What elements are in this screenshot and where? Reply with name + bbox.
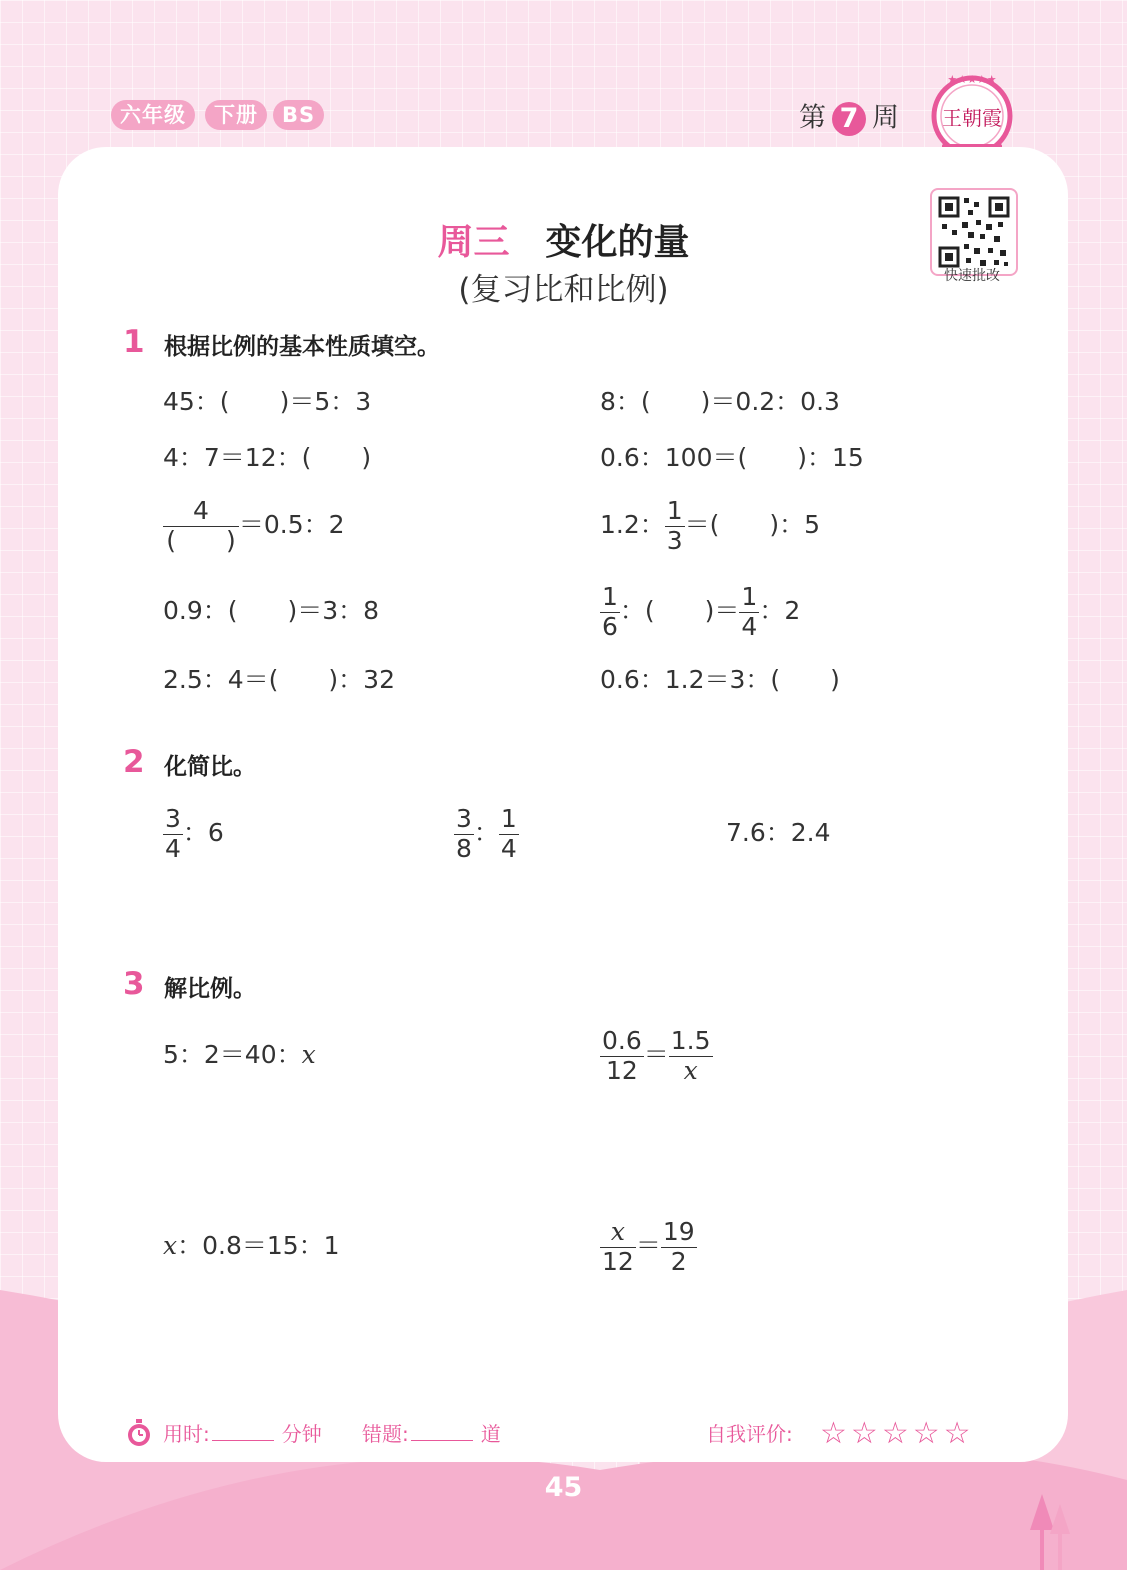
title-day: 周三 [437, 222, 510, 263]
section-3-title: 解比例。 [164, 976, 256, 1002]
fraction [665, 497, 685, 556]
s2-question: 7.6：2.4 [726, 818, 831, 847]
numerator: 1 [666, 495, 683, 525]
s2-question [163, 803, 224, 863]
time-blank[interactable] [212, 1420, 274, 1441]
numerator: 3 [165, 803, 181, 833]
week-suffix: 周 [872, 102, 899, 134]
section-1-number: 1 [123, 324, 145, 360]
week-number: 7 [832, 102, 866, 136]
fraction [739, 583, 759, 642]
stopwatch-icon [125, 1418, 153, 1448]
s1-question: 45：( )＝5：3 [163, 387, 372, 416]
volume-tag: 下册 [205, 100, 267, 130]
denominator: 4 [165, 833, 181, 863]
time-spent [163, 1420, 322, 1448]
section-1-title: 根据比例的基本性质填空。 [164, 334, 440, 360]
page-title [0, 214, 1127, 265]
denominator: 2 [670, 1246, 687, 1276]
denominator: 12 [605, 1055, 638, 1085]
equals: ＝ [635, 1231, 661, 1260]
s3-question [600, 1025, 713, 1085]
denominator: ( ) [166, 525, 236, 555]
denominator: 12 [602, 1246, 634, 1276]
section-3-number: 3 [123, 966, 145, 1002]
s2-question [454, 803, 519, 863]
fraction [600, 1027, 644, 1086]
equation-rest: ：0.8＝15：1 [177, 1231, 340, 1260]
star-icon[interactable]: ☆ [912, 1416, 940, 1451]
star-icon[interactable]: ☆ [881, 1416, 909, 1451]
variable: x [163, 1231, 178, 1260]
star-icon[interactable]: ☆ [943, 1416, 971, 1451]
numerator: 19 [662, 1216, 695, 1246]
equals: ＝ [643, 1040, 669, 1069]
errors-blank[interactable] [411, 1420, 473, 1441]
numerator: 1 [500, 803, 517, 833]
fraction [454, 805, 474, 864]
equation-rest: ＝( )：5 [684, 510, 821, 539]
fraction [600, 1218, 636, 1277]
equation-rest: ：6 [182, 818, 224, 847]
section-2-number: 2 [123, 744, 145, 780]
denominator: 3 [666, 525, 683, 555]
denominator: 8 [456, 833, 472, 863]
time-label: 用时: [163, 1422, 210, 1446]
numerator: 1 [602, 581, 618, 611]
star-icon[interactable]: ☆ [820, 1416, 847, 1451]
equation-rest: ＝0.5：2 [238, 510, 345, 539]
numerator: 0.6 [602, 1025, 642, 1055]
logo-text: 王朝霞 [942, 106, 1002, 130]
qr-label: 快速批改 [944, 268, 1000, 284]
svg-text:★★★★★: ★★★★★ [947, 73, 997, 86]
equation-part: ：( )＝ [619, 596, 740, 625]
error-count [362, 1420, 501, 1448]
fraction [499, 805, 519, 864]
s1-question: 4：7＝12：( ) [163, 443, 372, 472]
equation-rest: ：2 [759, 596, 801, 625]
s1-question: 2.5：4＝( )：32 [163, 665, 395, 694]
fraction [600, 583, 620, 642]
s1-question [600, 495, 820, 555]
equation-part: ： [473, 818, 499, 847]
star-icon[interactable]: ☆ [850, 1416, 878, 1451]
denominator: 6 [602, 611, 618, 641]
s3-question [600, 1216, 697, 1276]
denominator: 4 [741, 611, 758, 641]
fraction [661, 1218, 697, 1277]
fraction [163, 497, 239, 556]
s3-question [163, 1025, 316, 1085]
grade-tag: 六年级 [111, 100, 195, 130]
s3-question [163, 1216, 340, 1276]
title-topic: 变化的量 [545, 222, 690, 263]
equation-part: 5：2＝40： [163, 1040, 302, 1069]
s1-question: 8：( )＝0.2：0.3 [600, 387, 840, 416]
equation-part: 1.2： [600, 510, 665, 539]
s1-question: 0.6：100＝( )：15 [600, 443, 864, 472]
edition-tag: BS [273, 100, 324, 130]
numerator: 1.5 [670, 1025, 711, 1055]
numerator: x [600, 1218, 636, 1248]
page-subtitle: (复习比和比例) [458, 272, 669, 308]
s1-question: 0.9：( )＝3：8 [163, 596, 380, 625]
s1-question [163, 495, 345, 555]
rating-stars [820, 1416, 975, 1451]
errors-label: 错题: [362, 1422, 409, 1446]
s1-question: 0.6：1.2＝3：( ) [600, 665, 840, 694]
page-number: 45 [544, 1472, 583, 1503]
arrow-decoration-icon [1028, 1490, 1078, 1570]
numerator: 1 [741, 581, 758, 611]
errors-unit: 道 [480, 1422, 501, 1446]
fraction [163, 805, 183, 864]
numerator: 4 [163, 497, 239, 527]
rating-label: 自我评价: [706, 1422, 793, 1446]
s1-question [600, 581, 800, 641]
denominator: 4 [500, 833, 517, 863]
time-unit: 分钟 [281, 1422, 322, 1446]
variable: x [301, 1040, 316, 1069]
section-2-title: 化简比。 [164, 754, 256, 780]
numerator: 3 [456, 803, 472, 833]
fraction [669, 1027, 713, 1086]
denominator: x [683, 1055, 698, 1085]
week-prefix: 第 [799, 102, 826, 134]
week-indicator [799, 100, 899, 136]
